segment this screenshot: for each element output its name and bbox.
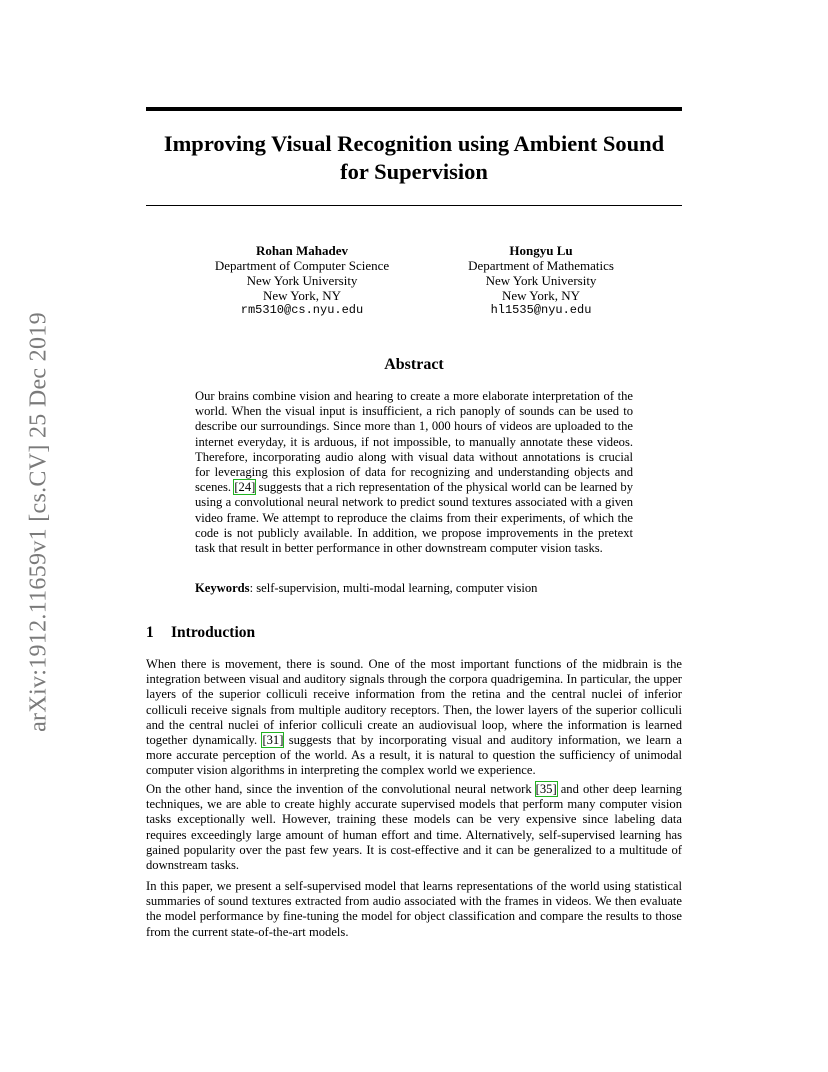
paragraph-text: and other deep learning techniques, we are able to create highly accurate supervised models that perform many computer vision tasks exceptionally well. However, training these models can be very expensive since labeling data requires exceedingly large amount of human effort and time. Alternatively, self-supervised learning has gained popularity over the past few years. It is cost-effective and it can be generalized to a multitude of downstream tasks. [146, 782, 682, 873]
abstract-heading: Abstract [384, 356, 444, 373]
section-heading [146, 624, 255, 642]
paragraph-2 [146, 782, 682, 873]
title-line-2: for Supervision [340, 159, 488, 184]
citation-link[interactable]: [35] [535, 782, 557, 796]
abstract-text: Our brains combine vision and hearing to create a more elaborate interpretation of the world. When the visual input is insufficient, a rich panoply of sounds can be used to describe our surroundings. Since more than 1, 000 hours of videos are uploaded to the internet everyday, it is arduous, if not impossible, to manually annotate these videos. Therefore, incorporating audio along with visual data without annotations is crucial for leveraging this explosion of data for recognizing and understanding objects and scenes. [195, 389, 633, 495]
citation-link[interactable]: [24] [234, 480, 256, 495]
paper-title [146, 130, 682, 186]
paragraph-3: In this paper, we present a self-supervised model that learns representations of the world using statistical summaries of sound textures extracted from audio associated with the frames in videos. We then evaluate the model performance by fine-tuning the model for object classification and compare the results to those from the current state-of-the-art models. [146, 879, 682, 939]
title-line-1: Improving Visual Recognition using Ambient Sound [163, 131, 665, 156]
author-institution: New York University [246, 273, 358, 288]
citation-link[interactable]: [31] [262, 733, 284, 748]
title-bottom-rule [146, 205, 682, 206]
paragraph-text: suggests that by incorporating visual and auditory information, we learn a more accurate perception of the world. As a result, it is natural to question the sufficiency of unimodal computer vision algorithms in interpreting the complex world we experience. [146, 733, 682, 778]
author-location: New York, NY [501, 288, 580, 303]
paragraph-text: When there is movement, there is sound. One of the most important functions of the midbrain is the integration between visual and auditory signals through the corpora quadrigemina. In particular, the upper layers of the superior colliculi receive information from the retina and the central nuclei of inferior colliculi receive signals from multiple auditory receptors. Then, the lower layers of the superior colliculi and the central nuclei of inferior colliculi create an audiovisual loop, where the information is learned together dynamically. [146, 657, 682, 748]
arxiv-identifier-stamp [26, 282, 51, 762]
author-name: Rohan Mahadev [255, 243, 349, 258]
author-department: Department of Computer Science [214, 258, 390, 273]
abstract-body [195, 389, 633, 556]
section-number: 1 [146, 624, 154, 641]
author-block-2 [421, 243, 661, 318]
author-institution: New York University [485, 273, 597, 288]
author-department: Department of Mathematics [468, 258, 614, 273]
paragraph-text: On the other hand, since the invention of the convolutional neural network [146, 782, 536, 796]
arxiv-stamp-text: arXiv:1912.11659v1 [cs.CV] 25 Dec 2019 [25, 312, 51, 732]
keywords-label: Keywords [195, 581, 250, 595]
paragraph-1 [146, 657, 682, 779]
keywords-text: : self-supervision, multi-modal learning, computer vision [249, 581, 538, 595]
abstract-text: suggests that a rich representation of the physical world can be learned by using a convolutional neural network to predict sound textures associated with a given video frame. We attempt to reproduce the claims from their experiments, of which the code is not publicly available. In addition, we propose improvements in the pretext task that result in better performance in other downstream computer vision tasks. [195, 480, 633, 556]
keywords-line [195, 581, 633, 596]
author-name: Hongyu Lu [509, 243, 573, 258]
author-location: New York, NY [262, 288, 341, 303]
author-email[interactable]: hl1535@nyu.edu [490, 303, 592, 317]
section-title: Introduction [171, 624, 256, 641]
author-block-1 [182, 243, 422, 318]
author-email[interactable]: rm5310@cs.nyu.edu [240, 303, 364, 317]
title-top-rule [146, 107, 682, 111]
